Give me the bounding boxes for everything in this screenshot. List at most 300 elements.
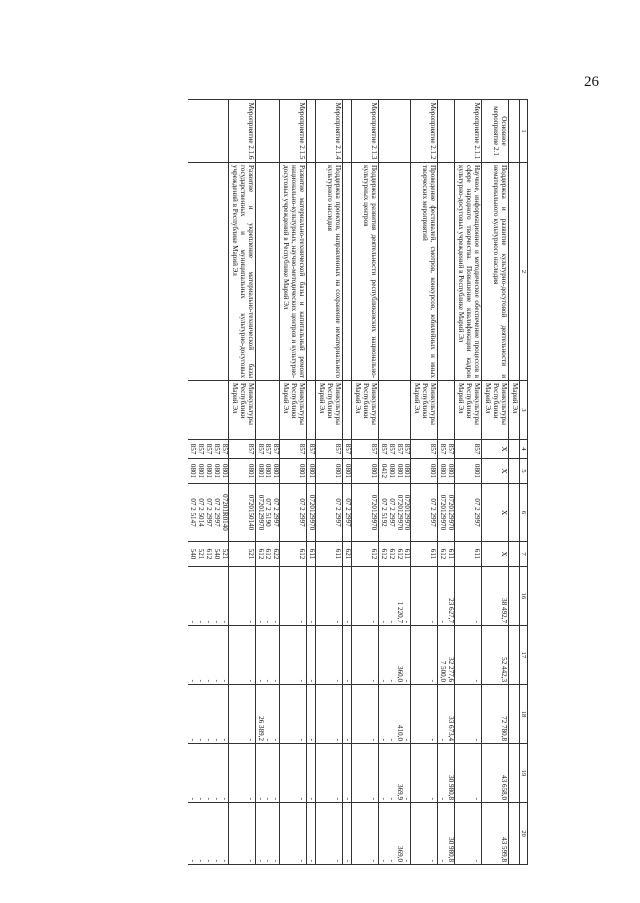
cell-status xyxy=(255,100,263,163)
cell-rzpr: 0801 xyxy=(188,459,196,484)
cell-grbs: 857 xyxy=(455,440,482,459)
cell-2016: - xyxy=(455,567,482,626)
cell-2016: - xyxy=(196,567,204,626)
column-header: 17 xyxy=(519,626,527,685)
cell-csr: 07 2 2997 xyxy=(212,484,220,542)
cell-grbs: 857 xyxy=(411,440,438,459)
cell-vr: 540 xyxy=(188,542,196,567)
cell-2018: - xyxy=(342,685,351,744)
cell-2018: - xyxy=(264,685,272,744)
cell-rzpr: 0801 xyxy=(228,459,255,484)
cell-csr: 07 2 2997 xyxy=(455,484,482,542)
cell-csr: 0720129970 xyxy=(438,484,446,542)
cell-2018: - xyxy=(351,685,378,744)
table-row xyxy=(271,100,279,865)
cell-grbs: 857 xyxy=(387,440,395,459)
table-row xyxy=(438,100,446,865)
cell-2018: - xyxy=(387,685,395,744)
cell-2019: - xyxy=(264,744,272,803)
cell-csr: 0720129970 xyxy=(403,484,411,542)
cell-vr: 611 xyxy=(316,542,343,567)
cell-2020: - xyxy=(228,803,255,865)
cell-2017: - xyxy=(387,626,395,685)
column-header: 3 xyxy=(519,381,527,440)
cell-status xyxy=(403,100,411,163)
cell-rzpr: 0801 xyxy=(280,459,307,484)
cell-2020: - xyxy=(342,803,351,865)
cell-2019: - xyxy=(455,744,482,803)
table-row xyxy=(481,100,508,865)
cell-2020: - xyxy=(271,803,279,865)
cell-2018: - xyxy=(411,685,438,744)
cell-2019: - xyxy=(378,744,386,803)
table-row xyxy=(264,100,272,865)
cell-executor xyxy=(255,381,263,440)
cell-vr xyxy=(508,542,519,567)
cell-grbs: 857 xyxy=(196,440,204,459)
cell-2016: - xyxy=(438,567,446,626)
cell-2020: - xyxy=(280,803,307,865)
cell-2016: - xyxy=(378,567,386,626)
cell-vr: 521 xyxy=(228,542,255,567)
cell-rzpr: 0801 xyxy=(411,459,438,484)
cell-2020: 369,0 xyxy=(395,803,403,865)
cell-2019: 43 658,0 xyxy=(481,744,508,803)
cell-grbs: 857 xyxy=(264,440,272,459)
cell-rzpr: 0801 xyxy=(264,459,272,484)
cell-name: Поддержка и развитие культурно-досуговой деятельности и нематериального культурного наследия xyxy=(481,163,508,381)
cell-2020: 30 980,8 xyxy=(446,803,454,865)
cell-2020 xyxy=(508,803,519,865)
table-row xyxy=(403,100,411,865)
column-header: 1 xyxy=(519,100,527,163)
cell-name xyxy=(387,163,395,381)
cell-status xyxy=(508,100,519,163)
cell-status xyxy=(446,100,454,163)
cell-rzpr: X xyxy=(481,459,508,484)
cell-2018: - xyxy=(316,685,343,744)
cell-status: Мероприятие 2.1.5 xyxy=(280,100,307,163)
cell-rzpr: 0801 xyxy=(455,459,482,484)
cell-executor xyxy=(395,381,403,440)
cell-rzpr: 0801 xyxy=(403,459,411,484)
cell-csr: 07 2 2997 xyxy=(342,484,351,542)
cell-vr: 612 xyxy=(255,542,263,567)
cell-name xyxy=(378,163,386,381)
cell-2016: 23 627,7 xyxy=(446,567,454,626)
cell-rzpr: 0801 xyxy=(204,459,212,484)
cell-2016: - xyxy=(188,567,196,626)
cell-grbs: 857 xyxy=(438,440,446,459)
cell-2017: - xyxy=(264,626,272,685)
cell-vr: X xyxy=(481,542,508,567)
cell-grbs: 857 xyxy=(212,440,220,459)
cell-2019: 30 980,8 xyxy=(446,744,454,803)
cell-executor: Минкультуры Республики Марий Эл xyxy=(351,381,378,440)
cell-csr: 07 2 5014 xyxy=(196,484,204,542)
budget-table xyxy=(188,99,528,865)
cell-status: Мероприятие 2.1.2 xyxy=(411,100,438,163)
cell-status xyxy=(196,100,204,163)
cell-rzpr: 0801 xyxy=(446,459,454,484)
column-header: 2 xyxy=(519,163,527,381)
cell-status xyxy=(220,100,228,163)
column-header: 19 xyxy=(519,744,527,803)
cell-name xyxy=(307,163,316,381)
cell-2018: - xyxy=(188,685,196,744)
cell-name xyxy=(212,163,220,381)
cell-rzpr: 0801 xyxy=(271,459,279,484)
cell-2016: - xyxy=(271,567,279,626)
cell-executor xyxy=(204,381,212,440)
cell-grbs: 857 xyxy=(446,440,454,459)
cell-name: Научное, информационное и методическое обеспечение процессов в сфере народного творчества. Повышение квалификации кадров культурно-досуговых учреждений в Республике Марий Эл xyxy=(455,163,482,381)
cell-name xyxy=(220,163,228,381)
cell-2019: - xyxy=(411,744,438,803)
cell-2016: - xyxy=(220,567,228,626)
cell-vr: 612 xyxy=(438,542,446,567)
cell-2017: - xyxy=(280,626,307,685)
cell-csr: 07 2 5190 xyxy=(264,484,272,542)
cell-csr: 07 2 2997 xyxy=(271,484,279,542)
table-row xyxy=(387,100,395,865)
cell-grbs: 857 xyxy=(378,440,386,459)
cell-2018: - xyxy=(403,685,411,744)
cell-2020: - xyxy=(307,803,316,865)
cell-csr: 07 2 2997 xyxy=(387,484,395,542)
cell-grbs: 857 xyxy=(188,440,196,459)
cell-executor xyxy=(220,381,228,440)
cell-name xyxy=(196,163,204,381)
cell-2019: - xyxy=(271,744,279,803)
cell-executor xyxy=(438,381,446,440)
cell-2020: - xyxy=(403,803,411,865)
cell-2019: - xyxy=(342,744,351,803)
cell-executor: Минкультуры Республики Марий Эл xyxy=(316,381,343,440)
cell-2020: - xyxy=(411,803,438,865)
cell-2017: 52 442,3 xyxy=(481,626,508,685)
cell-executor: Минкультуры Республики Марий Эл xyxy=(228,381,255,440)
cell-2018 xyxy=(508,685,519,744)
cell-2019: - xyxy=(220,744,228,803)
cell-2017: - xyxy=(342,626,351,685)
cell-2020: - xyxy=(255,803,263,865)
cell-csr: 07 2 2997 xyxy=(204,484,212,542)
cell-name: Развитие и укрепление материально-технической базы государственных и муниципальных культурно-досуговых учреждений в Республике Марий Эл xyxy=(228,163,255,381)
cell-executor: Минкультуры Республики Марий Эл xyxy=(455,381,482,440)
cell-2020: - xyxy=(387,803,395,865)
cell-vr: 612 xyxy=(204,542,212,567)
cell-2017: - xyxy=(411,626,438,685)
cell-csr: 0720129970 xyxy=(446,484,454,542)
cell-status xyxy=(395,100,403,163)
cell-name: Проведение фестивалей, смотров, конкурсов, юбилейных и иных творческих мероприятий xyxy=(411,163,438,381)
cell-csr: X xyxy=(481,484,508,542)
cell-rzpr: 0801 xyxy=(387,459,395,484)
cell-grbs: 857 xyxy=(342,440,351,459)
table-row xyxy=(220,100,228,865)
cell-status: Основное мероприятие 2.1 xyxy=(481,100,508,163)
cell-2016: - xyxy=(351,567,378,626)
cell-rzpr: 0801 xyxy=(316,459,343,484)
cell-2020: - xyxy=(438,803,446,865)
cell-csr: 0720129970 xyxy=(255,484,263,542)
cell-status: Мероприятие 2.1.6 xyxy=(228,100,255,163)
cell-csr: 07 2 2997 xyxy=(316,484,343,542)
cell-csr: 0720150140 xyxy=(228,484,255,542)
cell-2016: 38 492,7 xyxy=(481,567,508,626)
cell-name xyxy=(395,163,403,381)
cell-2018: 26 389,2 xyxy=(255,685,263,744)
cell-2018: - xyxy=(438,685,446,744)
cell-2018: 410,0 xyxy=(395,685,403,744)
cell-executor: Минкультуры Республики Марий Эл xyxy=(411,381,438,440)
cell-rzpr: 0801 xyxy=(438,459,446,484)
cell-2020: - xyxy=(212,803,220,865)
cell-status xyxy=(212,100,220,163)
cell-vr: 521 xyxy=(220,542,228,567)
cell-2017: 32 277,6 xyxy=(446,626,454,685)
cell-2018: - xyxy=(204,685,212,744)
cell-executor xyxy=(378,381,386,440)
cell-grbs xyxy=(508,440,519,459)
cell-2020: - xyxy=(455,803,482,865)
cell-2020: - xyxy=(196,803,204,865)
cell-csr: 07 2 2997 xyxy=(280,484,307,542)
cell-2017: - xyxy=(403,626,411,685)
cell-2017: - xyxy=(212,626,220,685)
cell-2018: - xyxy=(228,685,255,744)
table-row xyxy=(196,100,204,865)
cell-executor: Марий Эл xyxy=(508,381,519,440)
cell-2016: - xyxy=(212,567,220,626)
cell-rzpr: 0801 xyxy=(351,459,378,484)
cell-status xyxy=(387,100,395,163)
cell-vr: 540 xyxy=(212,542,220,567)
cell-name xyxy=(271,163,279,381)
table-row xyxy=(378,100,386,865)
cell-2016: - xyxy=(403,567,411,626)
column-header: 18 xyxy=(519,685,527,744)
cell-vr: 611 xyxy=(307,542,316,567)
cell-rzpr: 0801 xyxy=(395,459,403,484)
cell-2016: - xyxy=(255,567,263,626)
cell-status xyxy=(264,100,272,163)
cell-name xyxy=(403,163,411,381)
column-header: 5 xyxy=(519,459,527,484)
cell-2016: 1 220,7 xyxy=(395,567,403,626)
cell-vr: 612 xyxy=(264,542,272,567)
cell-2018: 33 673,4 xyxy=(446,685,454,744)
cell-status: Мероприятие 2.1.1 xyxy=(455,100,482,163)
cell-grbs: 857 xyxy=(228,440,255,459)
cell-executor xyxy=(264,381,272,440)
cell-2020: - xyxy=(220,803,228,865)
cell-2019: - xyxy=(438,744,446,803)
cell-2016: - xyxy=(228,567,255,626)
cell-2017: - xyxy=(351,626,378,685)
cell-2016: - xyxy=(316,567,343,626)
cell-2018: - xyxy=(378,685,386,744)
table-row xyxy=(307,100,316,865)
cell-rzpr: 0801 xyxy=(196,459,204,484)
cell-vr: 612 xyxy=(378,542,386,567)
cell-2017: - xyxy=(378,626,386,685)
cell-rzpr: 0412 xyxy=(378,459,386,484)
cell-name xyxy=(255,163,263,381)
cell-csr: 0720129970 xyxy=(307,484,316,542)
cell-2017: - xyxy=(307,626,316,685)
cell-2018: - xyxy=(271,685,279,744)
cell-2016: - xyxy=(280,567,307,626)
cell-2018: - xyxy=(280,685,307,744)
cell-grbs: 857 xyxy=(255,440,263,459)
cell-2017: - xyxy=(196,626,204,685)
cell-2016: - xyxy=(411,567,438,626)
cell-grbs: 857 xyxy=(395,440,403,459)
cell-executor xyxy=(446,381,454,440)
cell-2016: - xyxy=(387,567,395,626)
cell-status xyxy=(188,100,196,163)
cell-rzpr: 0801 xyxy=(212,459,220,484)
cell-csr: 07 2 5192 xyxy=(378,484,386,542)
cell-executor: Минкультуры Республики Марий Эл xyxy=(280,381,307,440)
cell-2018: - xyxy=(220,685,228,744)
cell-executor xyxy=(403,381,411,440)
cell-2020: - xyxy=(188,803,196,865)
cell-2020: - xyxy=(264,803,272,865)
column-header: 7 xyxy=(519,542,527,567)
table-row xyxy=(342,100,351,865)
table-row xyxy=(351,100,378,865)
cell-2019: - xyxy=(387,744,395,803)
cell-2017 xyxy=(508,626,519,685)
cell-2018: - xyxy=(307,685,316,744)
cell-vr: 611 xyxy=(455,542,482,567)
table-row xyxy=(228,100,255,865)
cell-executor xyxy=(387,381,395,440)
cell-grbs: 857 xyxy=(220,440,228,459)
table-row xyxy=(280,100,307,865)
cell-grbs: 857 xyxy=(351,440,378,459)
cell-rzpr: 0801 xyxy=(342,459,351,484)
cell-csr: 0720129970 xyxy=(351,484,378,542)
cell-2017: - xyxy=(204,626,212,685)
cell-name: Развитие материально-технической базы и капитальный ремонт национально-культурных, научно-методических центров и культурно-досуговых учреждений в Республике Марий Эл xyxy=(280,163,307,381)
cell-2017: - xyxy=(188,626,196,685)
cell-2017: - xyxy=(455,626,482,685)
cell-2017: - xyxy=(271,626,279,685)
cell-name: Поддержка развития деятельности республиканских национально-культурных центров xyxy=(351,163,378,381)
table-row xyxy=(395,100,403,865)
table-row xyxy=(212,100,220,865)
cell-2019 xyxy=(508,744,519,803)
table-row xyxy=(204,100,212,865)
cell-vr: 612 xyxy=(395,542,403,567)
cell-vr: 521 xyxy=(196,542,204,567)
cell-name xyxy=(204,163,212,381)
cell-2019: - xyxy=(228,744,255,803)
cell-2019: 369,9 xyxy=(395,744,403,803)
cell-executor xyxy=(271,381,279,440)
cell-2016 xyxy=(508,567,519,626)
cell-2019: - xyxy=(351,744,378,803)
cell-csr: 07 2 2997 xyxy=(411,484,438,542)
cell-status xyxy=(307,100,316,163)
header-row xyxy=(519,100,527,865)
cell-rzpr xyxy=(508,459,519,484)
rotated-budget-table xyxy=(108,99,528,864)
page-number: 26 xyxy=(584,74,599,90)
cell-2016: - xyxy=(264,567,272,626)
column-header: 6 xyxy=(519,484,527,542)
cell-status: Мероприятие 2.1.3 xyxy=(351,100,378,163)
cell-csr: 07201R0140 xyxy=(220,484,228,542)
cell-2017: - xyxy=(228,626,255,685)
cell-2018: - xyxy=(455,685,482,744)
column-header: 16 xyxy=(519,567,527,626)
cell-csr: 07 2 5147 xyxy=(188,484,196,542)
cell-2019: - xyxy=(212,744,220,803)
cell-2017: 7 500,0 xyxy=(438,626,446,685)
cell-name xyxy=(508,163,519,381)
cell-2019: - xyxy=(204,744,212,803)
cell-executor xyxy=(188,381,196,440)
cell-2019: - xyxy=(307,744,316,803)
cell-2020: - xyxy=(351,803,378,865)
cell-grbs: 857 xyxy=(403,440,411,459)
cell-2016: - xyxy=(204,567,212,626)
cell-2019: - xyxy=(196,744,204,803)
column-header: 4 xyxy=(519,440,527,459)
cell-2019: - xyxy=(316,744,343,803)
cell-status xyxy=(342,100,351,163)
cell-grbs: 857 xyxy=(280,440,307,459)
cell-vr: 611 xyxy=(403,542,411,567)
cell-2018: - xyxy=(212,685,220,744)
cell-status xyxy=(271,100,279,163)
cell-2019: - xyxy=(280,744,307,803)
column-header: 20 xyxy=(519,803,527,865)
cell-2020: - xyxy=(316,803,343,865)
table-row xyxy=(316,100,343,865)
cell-vr: 621 xyxy=(342,542,351,567)
table-row xyxy=(446,100,454,865)
cell-status xyxy=(438,100,446,163)
table-row xyxy=(411,100,438,865)
cell-2018: 72 780,8 xyxy=(481,685,508,744)
cell-2017: - xyxy=(255,626,263,685)
cell-2019: - xyxy=(188,744,196,803)
cell-vr: 611 xyxy=(411,542,438,567)
cell-status: Мероприятие 2.1.4 xyxy=(316,100,343,163)
cell-vr: 612 xyxy=(351,542,378,567)
cell-status xyxy=(204,100,212,163)
cell-vr: 612 xyxy=(280,542,307,567)
cell-2019: - xyxy=(255,744,263,803)
cell-2017: - xyxy=(316,626,343,685)
cell-vr: 622 xyxy=(271,542,279,567)
cell-executor xyxy=(342,381,351,440)
cell-grbs: 857 xyxy=(271,440,279,459)
cell-executor: Минкультуры Республики Марий Эл xyxy=(481,381,508,440)
cell-name xyxy=(438,163,446,381)
cell-2019: - xyxy=(403,744,411,803)
cell-name: Поддержка проектов, направленных на сохранение нематериального культурного наследия xyxy=(316,163,343,381)
cell-rzpr: 0801 xyxy=(307,459,316,484)
cell-2020: - xyxy=(378,803,386,865)
cell-2017: - xyxy=(220,626,228,685)
